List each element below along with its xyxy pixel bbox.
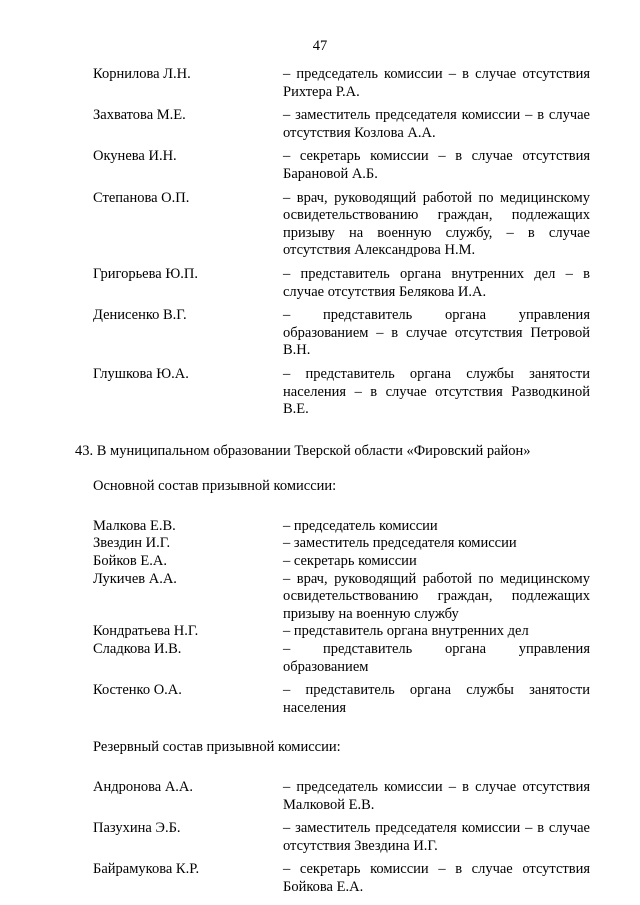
page-number: 47	[312, 38, 328, 54]
main-list	[93, 518, 590, 718]
list-item	[93, 107, 590, 142]
member-name: Костенко О.А.	[93, 682, 182, 699]
list-item	[93, 366, 590, 419]
member-role: – секретарь комиссии – в случае отсутствия Бойкова Е.А.	[283, 861, 590, 895]
list-item	[93, 307, 590, 360]
member-name: Байрамукова К.Р.	[93, 861, 200, 878]
member-role: – представитель органа внутренних дел	[283, 623, 529, 640]
member-name: Корнилова Л.Н.	[93, 66, 191, 82]
list-item	[93, 820, 590, 855]
member-role: – председатель комиссии – в случае отсутствия Малковой Е.В.	[283, 779, 590, 813]
list-item	[93, 148, 590, 183]
list-item	[93, 682, 590, 717]
list-item	[93, 623, 590, 641]
section-title: 43. В муниципальном образовании Тверской области «Фировский район»	[75, 442, 531, 459]
member-role: – представитель органа внутренних дел – в случае отсутствия Белякова И.А.	[283, 265, 590, 300]
member-name: Окунева И.Н.	[93, 148, 177, 165]
member-name: Пазухина Э.Б.	[93, 820, 181, 837]
main-heading: Основной состав призывной комиссии:	[93, 478, 337, 495]
member-role: – председатель комиссии	[283, 517, 438, 534]
list-item	[93, 66, 590, 101]
block1-list	[93, 66, 590, 419]
member-role: – секретарь комиссии – в случае отсутствия Барановой А.Б.	[283, 148, 590, 182]
member-name: Захватова М.Е.	[93, 107, 186, 124]
member-name: Глушкова Ю.А.	[93, 365, 189, 382]
member-role: – председатель комиссии – в случае отсутствия Рихтера Р.А.	[283, 66, 590, 100]
member-name: Сладкова И.В.	[93, 641, 182, 658]
member-name: Малкова Е.В.	[93, 517, 176, 534]
list-item	[93, 266, 590, 301]
member-name: Бойков Е.А.	[93, 553, 167, 570]
member-name: Лукичев А.А.	[93, 570, 177, 587]
member-name: Денисенко В.Г.	[93, 307, 187, 324]
member-name: Андронова А.А.	[93, 779, 194, 795]
reserve-heading: Резервный состав призывной комиссии:	[93, 739, 341, 756]
member-name: Кондратьева Н.Г.	[93, 623, 199, 640]
member-role: – заместитель председателя комиссии – в случае отсутствия Звездина И.Г.	[283, 820, 590, 854]
member-role: – представитель органа службы занятости населения	[283, 682, 590, 716]
document-body	[75, 66, 590, 897]
member-name: Григорьева Ю.П.	[93, 265, 198, 282]
list-item	[93, 571, 590, 624]
list-item	[93, 861, 590, 896]
member-name: Степанова О.П.	[93, 189, 190, 206]
member-role: – представитель органа службы занятости населения – в случае отсутствия Разводкиной В.Е.	[283, 365, 590, 418]
member-role: – секретарь комиссии	[283, 553, 417, 570]
member-role: – представитель органа управления образованием	[283, 641, 590, 675]
list-item	[93, 641, 590, 676]
member-role: – заместитель председателя комиссии – в случае отсутствия Козлова А.А.	[283, 107, 590, 141]
list-item	[93, 553, 590, 571]
member-role: – заместитель председателя комиссии	[283, 535, 517, 552]
member-role: – врач, руководящий работой по медицинскому освидетельствованию граждан, подлежащих призыву на военную службу	[283, 570, 590, 622]
member-role: – врач, руководящий работой по медицинскому освидетельствованию граждан, подлежащих призыву на военную службу, – в случае отсутствия Александрова Н.М.	[283, 189, 590, 259]
member-name: Звездин И.Г.	[93, 535, 171, 552]
list-item	[93, 779, 590, 814]
list-item	[93, 535, 590, 553]
member-role: – представитель органа управления образованием – в случае отсутствия Петровой В.Н.	[283, 307, 590, 359]
list-item	[93, 518, 590, 536]
list-item	[93, 190, 590, 260]
reserve-list	[93, 779, 590, 897]
